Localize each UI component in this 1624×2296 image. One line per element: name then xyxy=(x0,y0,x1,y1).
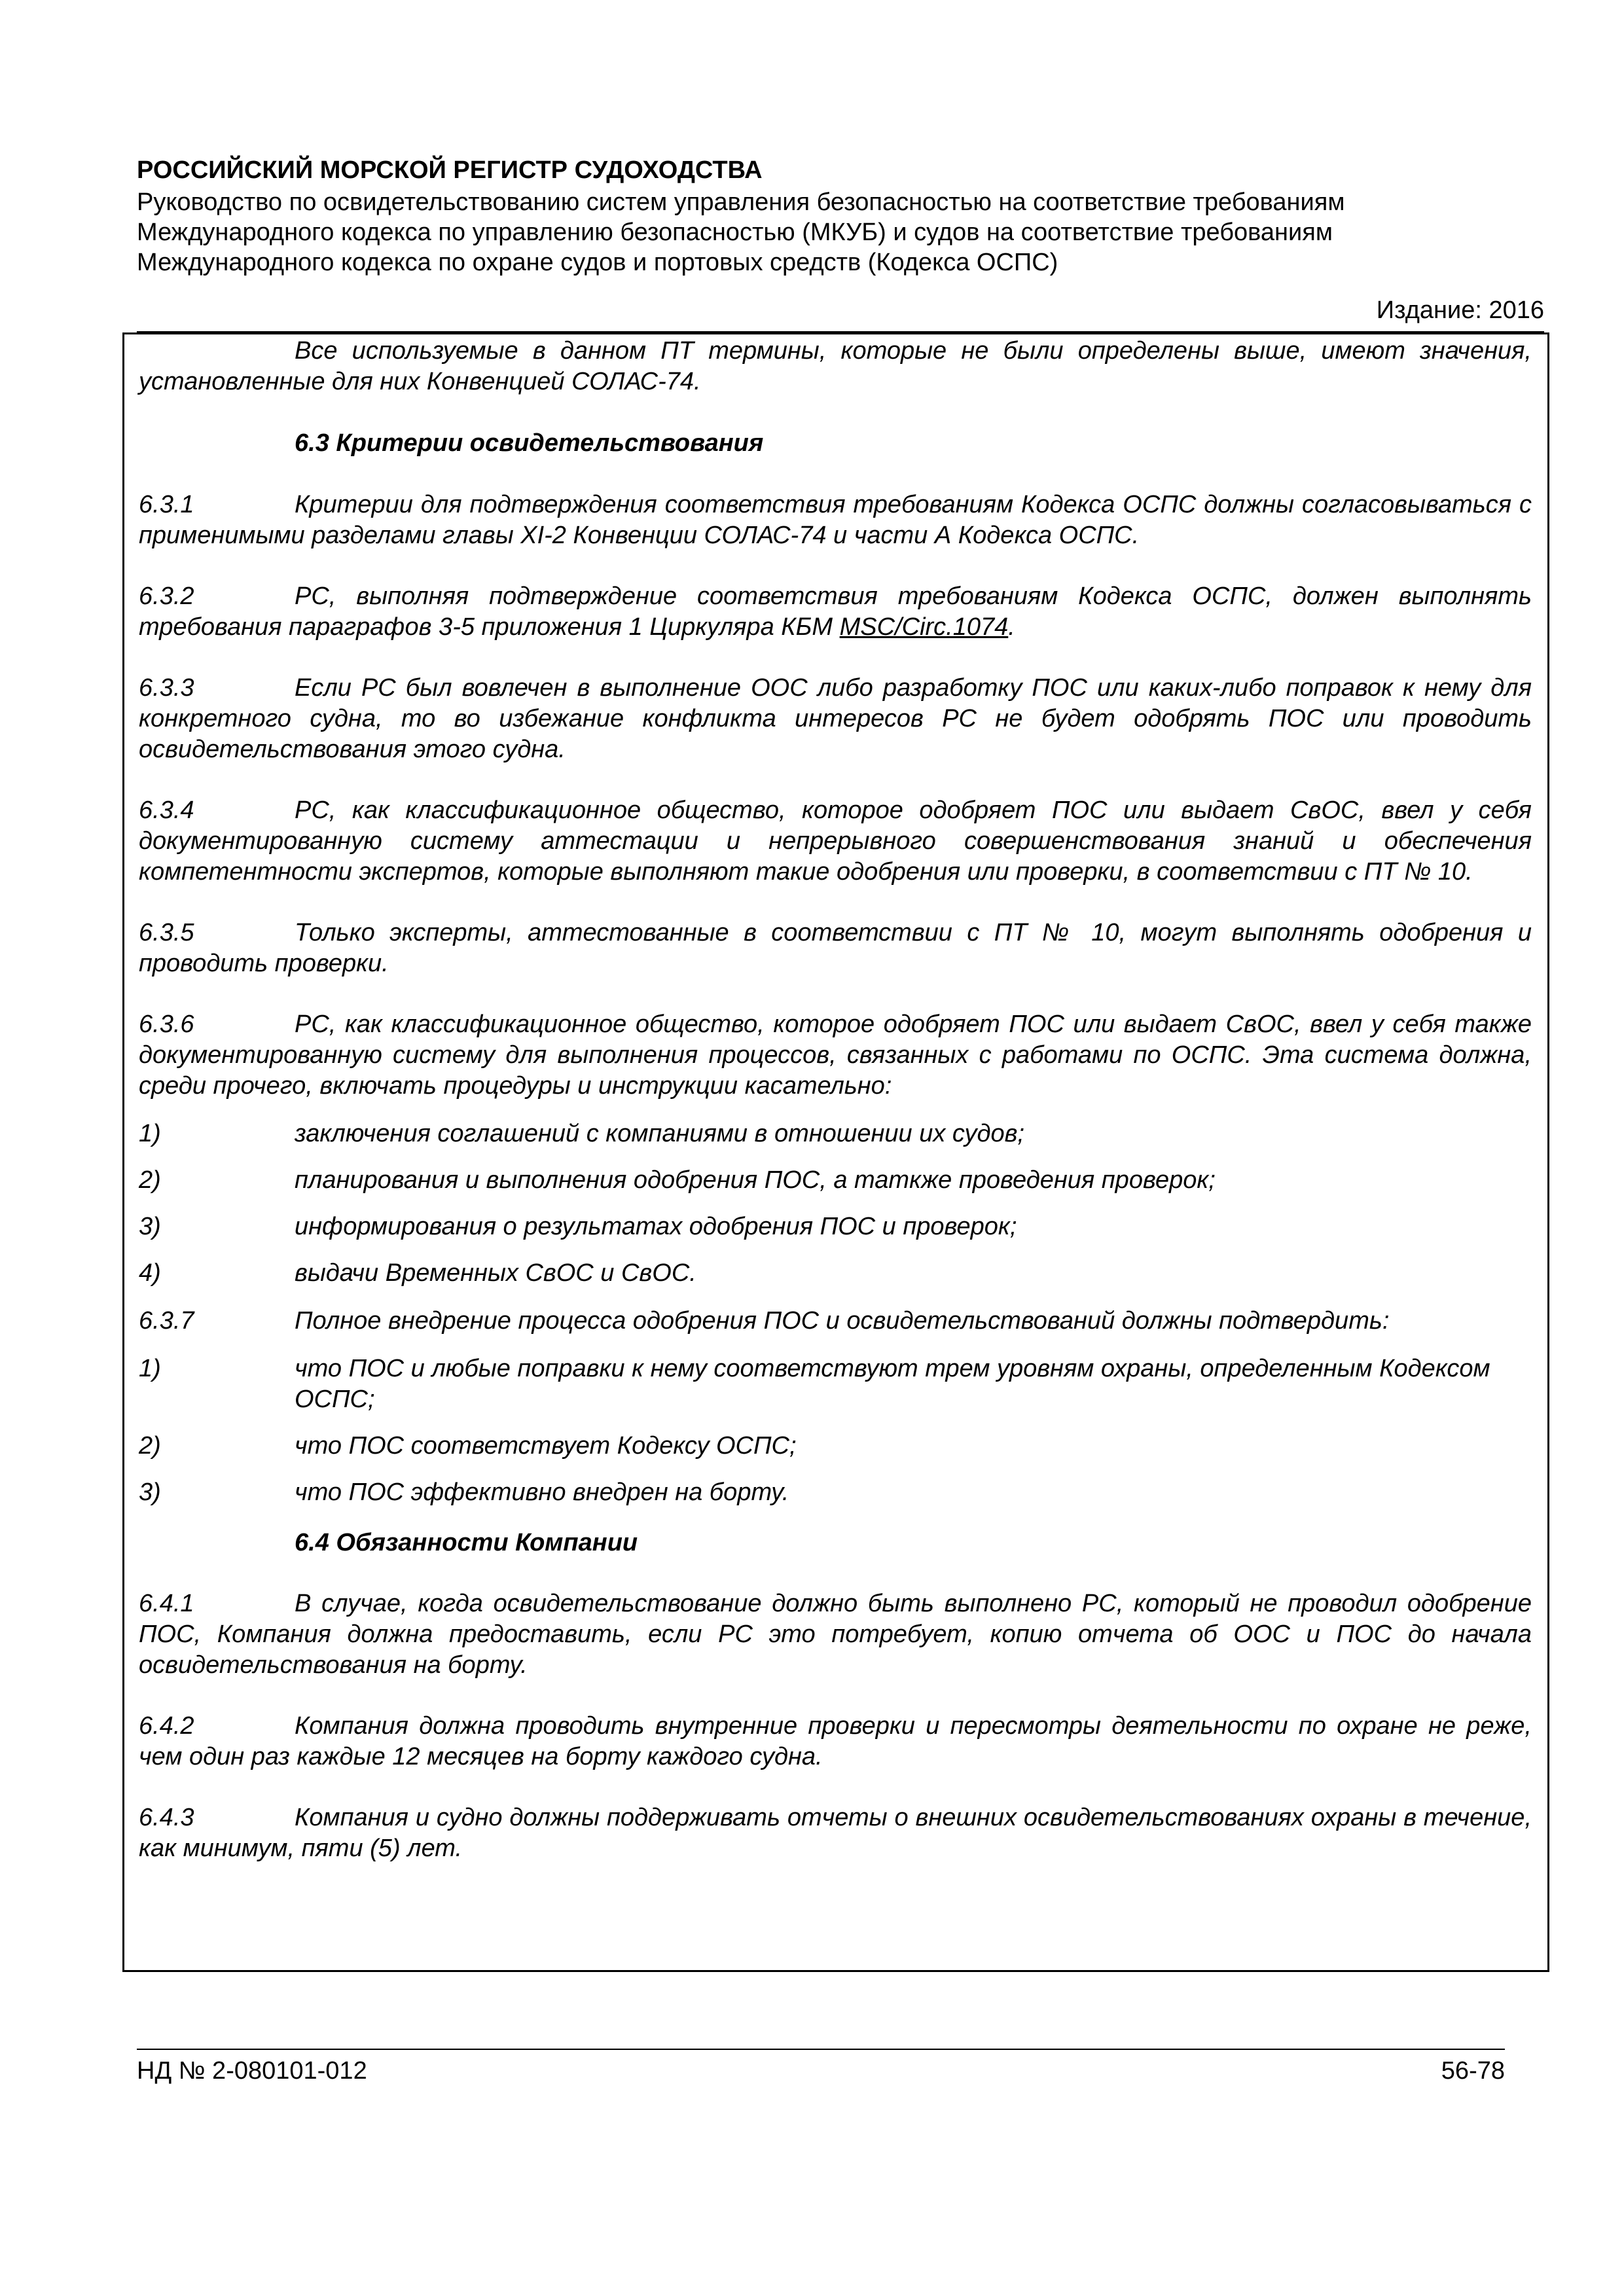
header-divider xyxy=(137,293,1544,332)
list-item xyxy=(139,1165,1532,1196)
clause-text: Если РС был вовлечен в выполнение ООС либо разработку ПОС или каких-либо поправок к нему для конкретного судна, то во избежание конфликта интересов РС не будет одобрять ПОС или проводить освидетельствования этого судна. xyxy=(139,674,1532,763)
list-text: что ПОС эффективно внедрен на борту. xyxy=(295,1479,789,1506)
list-text: информирования о результатах одобрения ПОС и проверок; xyxy=(295,1213,1017,1240)
list-text: выдачи Временных СвОС и СвОС. xyxy=(295,1259,696,1287)
clause-text: РС, как классификационное общество, которое одобряет ПОС или выдает СвОС, ввел у себя также документированную систему для выполнения процессов, связанных с работами по ОСПС. Эта система должна, среди прочего, включать процедуры и инструкции касательно: xyxy=(139,1011,1532,1100)
document-footer xyxy=(137,2049,1505,2087)
list-number: 4) xyxy=(139,1259,161,1287)
content-frame xyxy=(122,332,1549,1972)
guide-title-line-2: Международного кодекса по управлению безопасностью (МКУБ) и судов на соответствие требованиям xyxy=(137,219,1333,246)
clause-text: Компания и судно должны поддерживать отчеты о внешних освидетельствованиях охраны в течение, как минимум, пяти (5) лет. xyxy=(139,1804,1532,1862)
list-number: 3) xyxy=(139,1213,161,1240)
clause-text: В случае, когда освидетельствование должно быть выполнено РС, который не проводил одобрение ПОС, Компания должна предоставить, если РС это потребует, копию отчета об ООС и ПОС до начала освидетельствования на борту. xyxy=(139,1590,1532,1679)
clause-6-4-1 xyxy=(139,1588,1532,1681)
list-number: 2) xyxy=(139,1166,161,1194)
list-item xyxy=(139,1258,1532,1289)
document-number: НД № 2-080101-012 xyxy=(137,2057,367,2085)
clause-text: Только эксперты, аттестованные в соответствии с ПТ № 10, могут выполнять одобрения и проводить проверки. xyxy=(139,919,1532,977)
clause-6-4-2 xyxy=(139,1711,1532,1772)
clause-text: РС, как классификационное общество, которое одобряет ПОС или выдает СвОС, ввел у себя документированную систему аттестации и непрерывного совершенствования знаний и обеспечения компетентности экспертов, которые выполняют такие одобрения или проверки, в соответствии с ПТ № 10. xyxy=(139,797,1532,886)
list-text: планирования и выполнения одобрения ПОС, а таткже проведения проверок; xyxy=(295,1166,1216,1194)
section-heading-6-4: 6.4 Обязанности Компании xyxy=(295,1529,638,1556)
clause-6-3-7 xyxy=(139,1306,1532,1336)
clause-number: 6.4.1 xyxy=(139,1590,194,1617)
guide-title xyxy=(137,187,1544,278)
list-number: 1) xyxy=(139,1120,161,1147)
clause-number: 6.3.2 xyxy=(139,583,194,610)
list-item xyxy=(139,1211,1532,1242)
organization-title: РОССИЙСКИЙ МОРСКОЙ РЕГИСТР СУДОХОДСТВА xyxy=(137,156,763,184)
edition-label: Издание: 2016 xyxy=(1376,296,1544,324)
clause-text: Критерии для подтверждения соответствия требованиям Кодекса ОСПС должны согласовываться с применимыми разделами главы XI-2 Конвенции СОЛАС-74 и части А Кодекса ОСПС. xyxy=(139,491,1532,549)
guide-title-line-3: Международного кодекса по охране судов и портовых средств (Кодекса ОСПС) xyxy=(137,249,1058,276)
list-number: 3) xyxy=(139,1479,161,1506)
clause-6-3-6 xyxy=(139,1009,1532,1102)
clause-text: РС, выполняя подтверждение соответствия требованиям Кодекса ОСПС, должен выполнять требования параграфов 3-5 приложения 1 Циркуляра КБМ xyxy=(139,583,1532,641)
clause-6-4-3 xyxy=(139,1803,1532,1864)
guide-title-line-1: Руководство по освидетельствованию систем управления безопасностью на соответствие требованиям xyxy=(137,188,1345,216)
clause-text: Полное внедрение процесса одобрения ПОС и освидетельствований должны подтвердить: xyxy=(295,1307,1390,1335)
list-number: 2) xyxy=(139,1432,161,1460)
clause-text: Компания должна проводить внутренние проверки и пересмотры деятельности по охране не реже, чем один раз каждые 12 месяцев на борту каждого судна. xyxy=(139,1712,1532,1770)
clause-number: 6.3.6 xyxy=(139,1011,194,1038)
clause-text-end: . xyxy=(1008,613,1015,641)
clause-6-3-1 xyxy=(139,490,1532,551)
list-number: 1) xyxy=(139,1355,161,1382)
clause-number: 6.4.2 xyxy=(139,1712,194,1740)
intro-paragraph: Все используемые в данном ПТ термины, которые не были определены выше, имеют значения, установленные для них Конвенцией СОЛАС-74. xyxy=(139,337,1532,395)
document-header xyxy=(137,154,1544,278)
section-heading-6-3: 6.3 Критерии освидетельствования xyxy=(295,429,764,457)
list-item xyxy=(139,1354,1532,1415)
clause-6-3-4 xyxy=(139,795,1532,888)
list-item xyxy=(139,1119,1532,1149)
document-body xyxy=(139,334,1532,1864)
list-text: что ПОС и любые поправки к нему соответствуют трем уровням охраны, определенным Кодексом ОСПС; xyxy=(295,1355,1490,1413)
clause-6-3-2 xyxy=(139,581,1532,643)
clause-6-3-3 xyxy=(139,673,1532,765)
clause-number: 6.3.4 xyxy=(139,797,194,824)
list-item xyxy=(139,1477,1532,1508)
clause-number: 6.3.7 xyxy=(139,1307,194,1335)
list-item xyxy=(139,1431,1532,1462)
clause-number: 6.4.3 xyxy=(139,1804,194,1831)
clause-6-3-5 xyxy=(139,918,1532,979)
clause-number: 6.3.5 xyxy=(139,919,194,946)
clause-number: 6.3.1 xyxy=(139,491,194,518)
list-text: заключения соглашений с компаниями в отношении их судов; xyxy=(295,1120,1024,1147)
circular-link[interactable]: MSC/Circ.1074 xyxy=(839,613,1009,641)
list-text: что ПОС соответствует Кодексу ОСПС; xyxy=(295,1432,797,1460)
clause-number: 6.3.3 xyxy=(139,674,194,702)
page-number: 56-78 xyxy=(1441,2057,1505,2085)
